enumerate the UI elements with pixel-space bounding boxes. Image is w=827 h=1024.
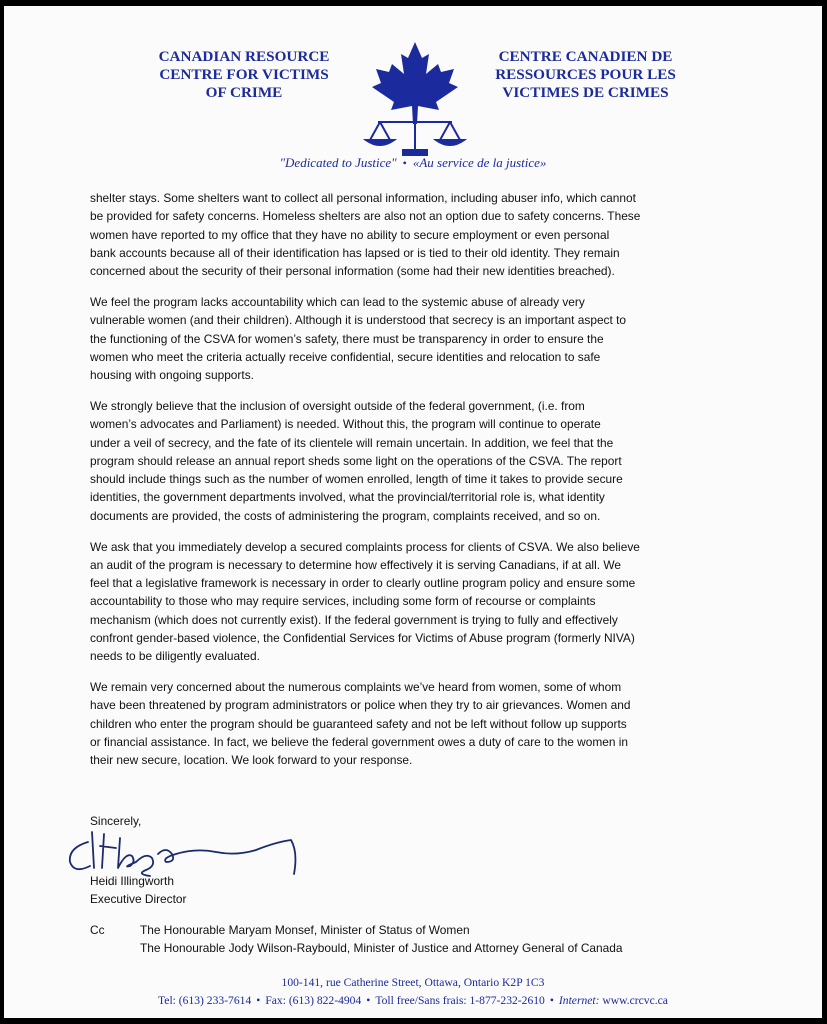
scales-of-justice-icon [366, 122, 464, 155]
signer-title: Executive Director [90, 892, 187, 907]
org-name-french: CENTRE CANADIEN DE RESSOURCES POUR LES VICTIMES DE CRIMES [495, 48, 676, 101]
org-name-english: CANADIAN RESOURCE CENTRE FOR VICTIMS OF CRIME [158, 48, 330, 101]
tagline-english: "Dedicated to Justice" [279, 155, 397, 170]
signer-block [90, 872, 186, 909]
footer-website: www.crcvc.ca [602, 994, 668, 1007]
footer-address: 100-141, rue Catherine Street, Ottawa, Ontario K2P 1C3 [281, 976, 545, 989]
cc-recipient: The Honourable Maryam Monsef, Minister of Status of Women [140, 923, 470, 937]
paragraph: We ask that you immediately develop a secured complaints process for clients of CSVA. We also believe an audit of the program is necessary to determine how effectively it is serving Canadians, if at all. We feel that a legislative framework is necessary in order to clearly outline program policy and ensure some accountability to those who may require services, including some form of recourse or complaints mechanism (which does not currently exist). If the federal government is trying to fully and effectively confront gender-based violence, the Confidential Services for Victims of Abuse program (formerly NIVA) needs to be diligently evaluated. [90, 539, 640, 664]
letter-body [90, 189, 790, 782]
valediction: Sincerely, [90, 814, 142, 828]
maple-leaf-icon [372, 42, 458, 124]
paragraph: shelter stays. Some shelters want to collect all personal information, including abuser info, which cannot be provided for safety concerns. Homeless shelters are also not an option due to safety concerns. These women have reported to my office that they have no ability to secure employment or even personal bank accounts because all of their identification has lapsed or is tied to their old identity. They remain concerned about the security of their personal information (some had their new identities breached). [90, 191, 641, 279]
tagline [4, 155, 822, 171]
maple-leaf-scales-logo-icon [356, 40, 474, 160]
cc-recipient: The Honourable Jody Wilson-Raybould, Minister of Justice and Attorney General of Canada [140, 941, 623, 956]
cc-label: Cc [90, 923, 105, 937]
tagline-french: «Au service de la justice» [412, 155, 547, 170]
letter-page [4, 6, 822, 1018]
cc-recipients [140, 921, 623, 958]
footer-contact: Tel: (613) 233-7614 • Fax: (613) 822-4904 • Toll free/Sans frais: 1-877-232-2610 • Internet: www.crcvc.ca [158, 994, 668, 1007]
paragraph: We strongly believe that the inclusion of oversight outside of the federal government, (i.e. from women’s advocates and Parliament) is needed. Without this, the program will continue to operate under a veil of secrecy, and the fate of its clientele will remain uncertain. In addition, we feel that the program should release an annual report sheds some light on the operations of the CSVA. The report should include things such as the number of women enrolled, length of time it takes to provide secure identities, the government departments involved, what the provincial/territorial role is, what identity documents are provided, the costs of administering the program, complaints received, and so on. [90, 398, 623, 523]
paragraph: We feel the program lacks accountability which can lead to the systemic abuse of already very vulnerable women (and their children). Although it is understood that secrecy is an important aspect to the functioning of the CSVA for women’s safety, there must be transparency in order to ensure the women who meet the criteria actually receive confidential, secure identities and relocation to safe housing with ongoing supports. [90, 294, 627, 383]
footer-fax: Fax: (613) 822-4904 [265, 994, 362, 1007]
footer-toll-free: Toll free/Sans frais: 1-877-232-2610 [375, 994, 545, 1007]
signer-name: Heidi Illingworth [90, 874, 174, 888]
tagline-separator: • [402, 156, 407, 170]
paragraph: We remain very concerned about the numerous complaints we’ve heard from women, some of whom have been threatened by program administrators or police when they try to air grievances. Women and children who enter the program should be guaranteed safety and not be left without follow up supports or financial assistance. In fact, we believe the federal government owes a duty of care to the women in their new secure, location. We look forward to your response. [90, 680, 631, 768]
footer-tel: Tel: (613) 233-7614 [158, 994, 252, 1007]
footer-internet-label: Internet: [558, 994, 600, 1007]
